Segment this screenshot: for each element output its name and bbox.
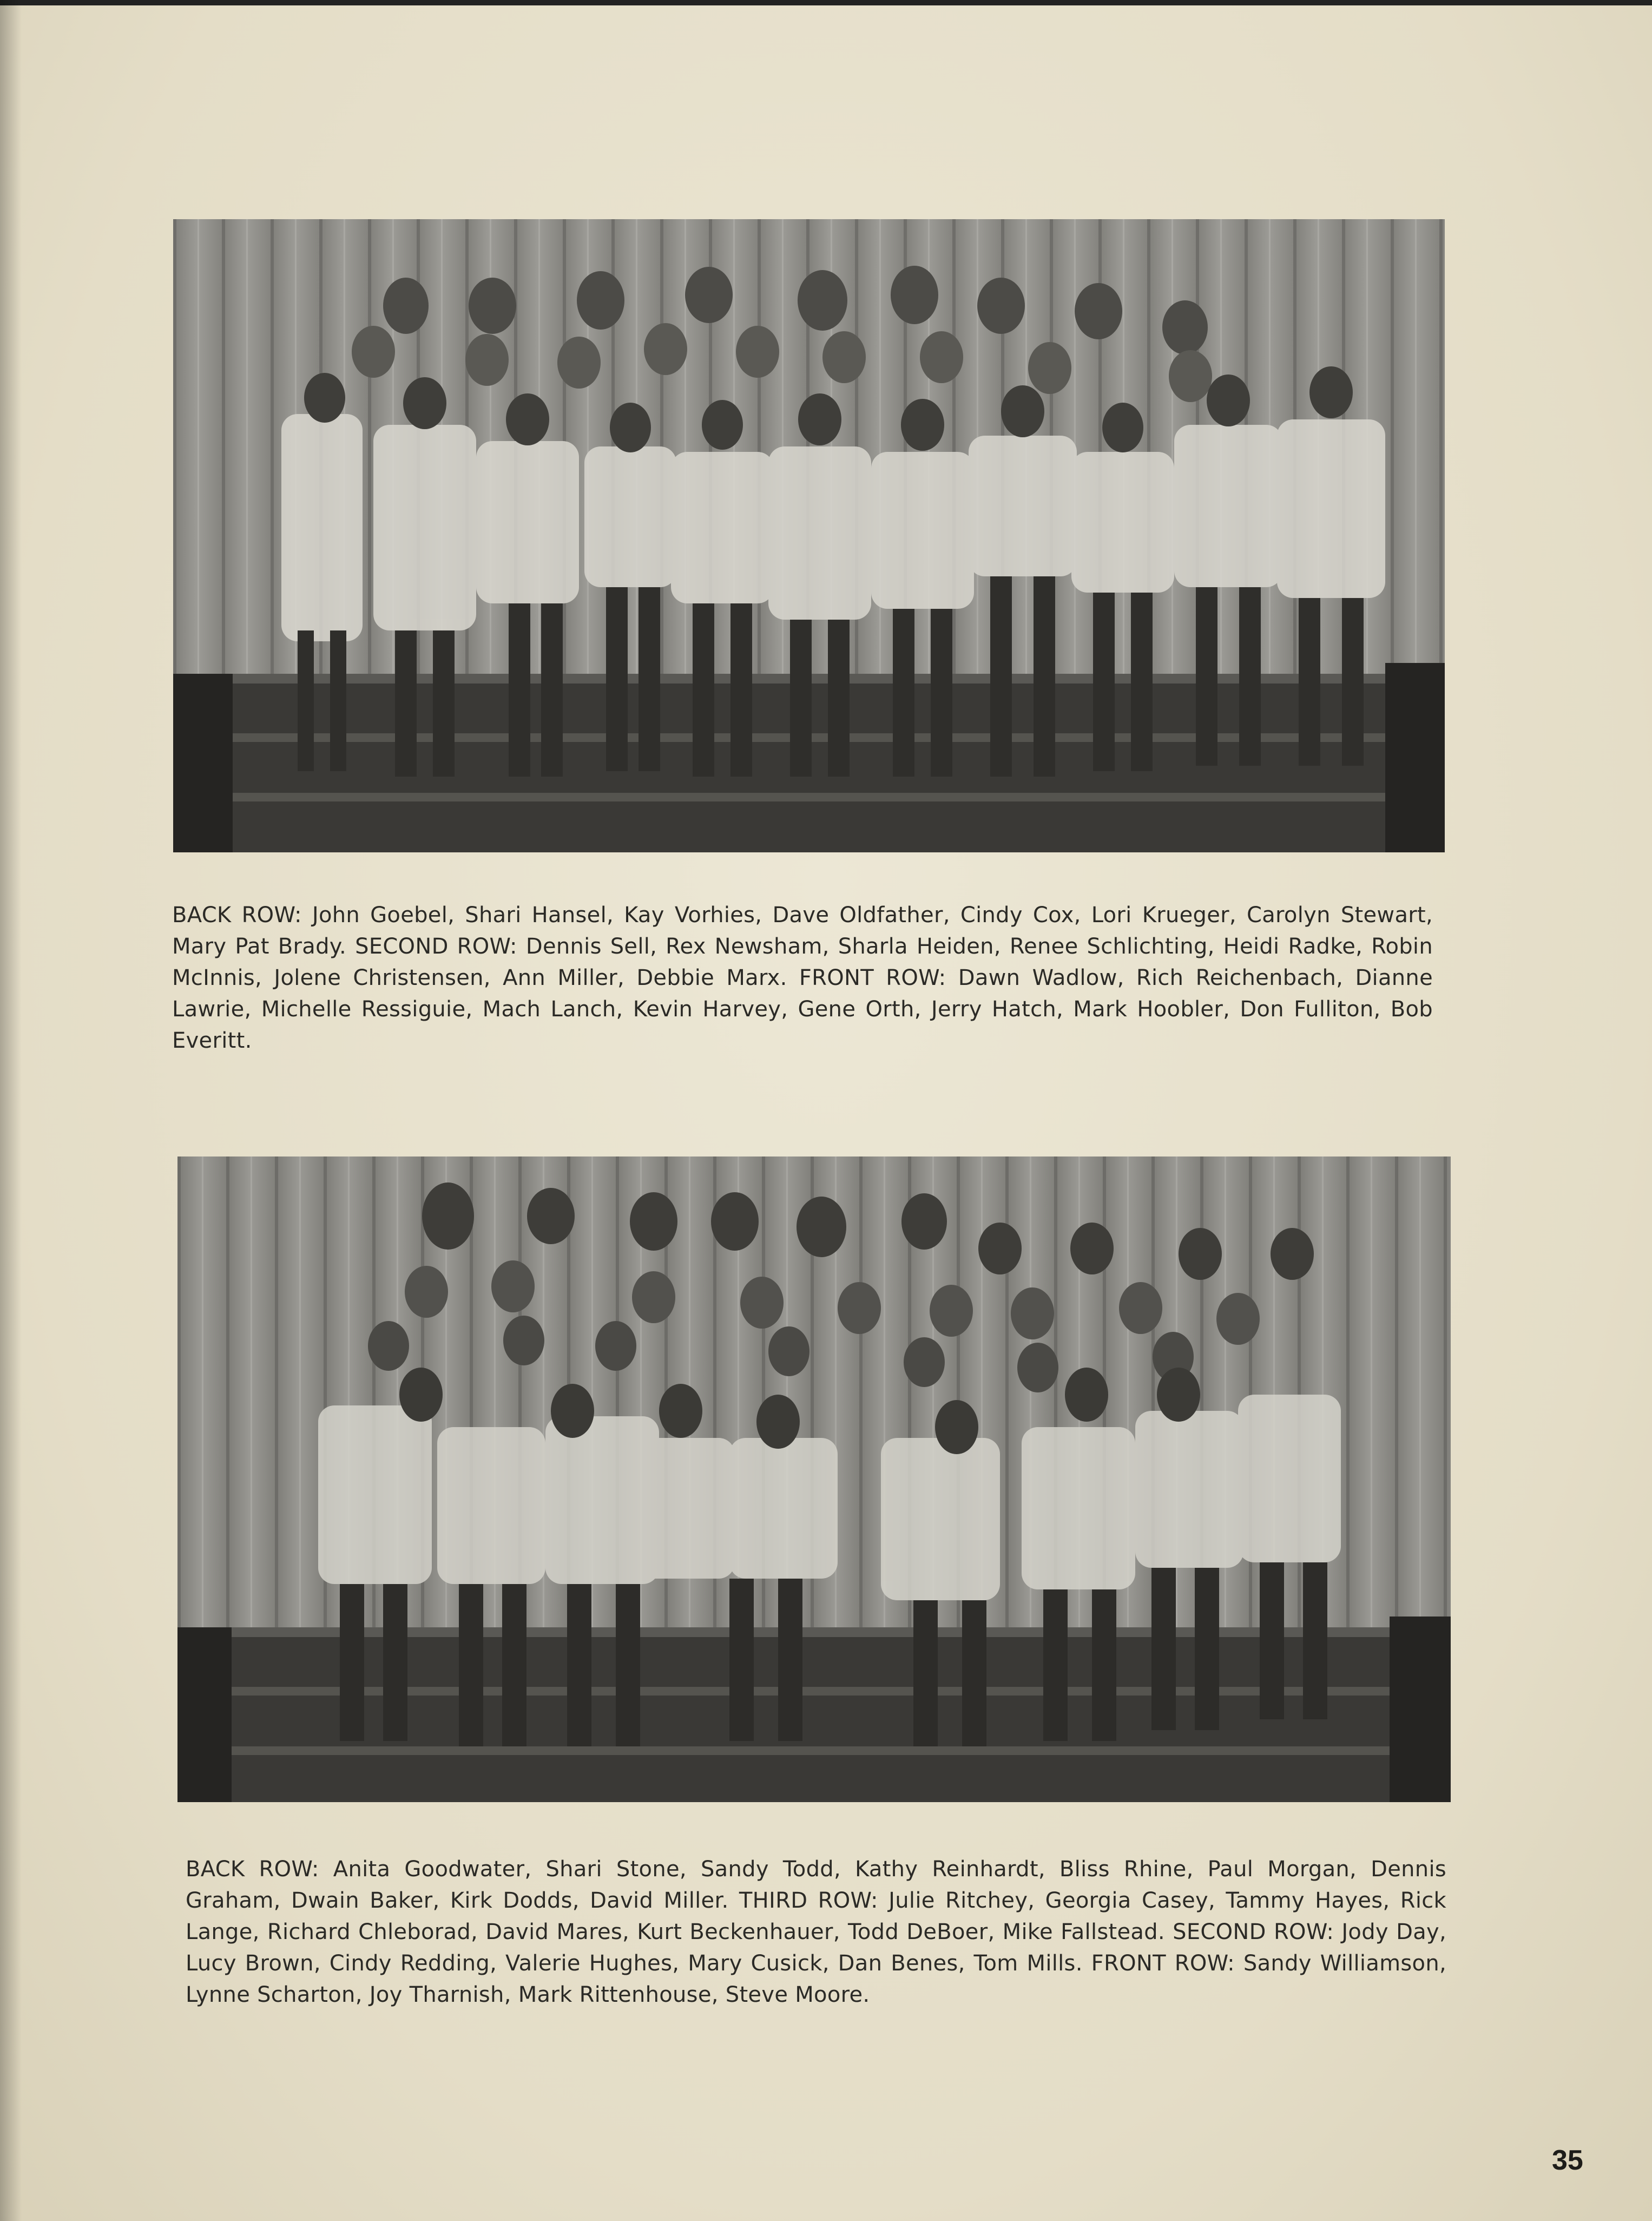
class-photo-1 bbox=[173, 219, 1445, 852]
photo-1-caption: BACK ROW: John Goebel, Shari Hansel, Kay Vorhies, Dave Oldfather, Cindy Cox, Lori Krueger, Carolyn Stewart, Mary Pat Brady. SECOND ROW: Dennis Sell, Rex Newsham, Sharla Heiden, Renee Schlichting, Heidi Radke, Robin McInnis, Jolene Christensen, Ann Miller, Debbie Marx. FRONT ROW: Dawn Wadlow, Rich Reichenbach, Dianne Lawrie, Michelle Ressiguie, Mach Lanch, Kevin Harvey, Gene Orth, Jerry Hatch, Mark Hoobler, Don Fulliton, Bob Everitt. bbox=[172, 903, 1433, 1053]
class-photo-1-image bbox=[173, 219, 1445, 852]
class-photo-2-image bbox=[177, 1157, 1451, 1802]
spine-shadow bbox=[0, 0, 22, 2221]
photo-2-caption: BACK ROW: Anita Goodwater, Shari Stone, Sandy Todd, Kathy Reinhardt, Bliss Rhine, Paul Morgan, Dennis Graham, Dwain Baker, Kirk Dodds, David Miller. THIRD ROW: Julie Ritchey, Georgia Casey, Tammy Hayes, Rick Lange, Richard Chleborad, David Mares, Kurt Beckenhauer, Todd DeBoer, Mike Fallstead. SECOND ROW: Jody Day, Lucy Brown, Cindy Redding, Valerie Hughes, Mary Cusick, Dan Benes, Tom Mills. FRONT ROW: Sandy Williamson, Lynne Scharton, Joy Tharnish, Mark Rittenhouse, Steve Moore. bbox=[186, 1857, 1446, 2007]
class-photo-2 bbox=[177, 1157, 1451, 1802]
page-top-edge bbox=[0, 0, 1652, 5]
page-number: 35 bbox=[1552, 2145, 1583, 2176]
